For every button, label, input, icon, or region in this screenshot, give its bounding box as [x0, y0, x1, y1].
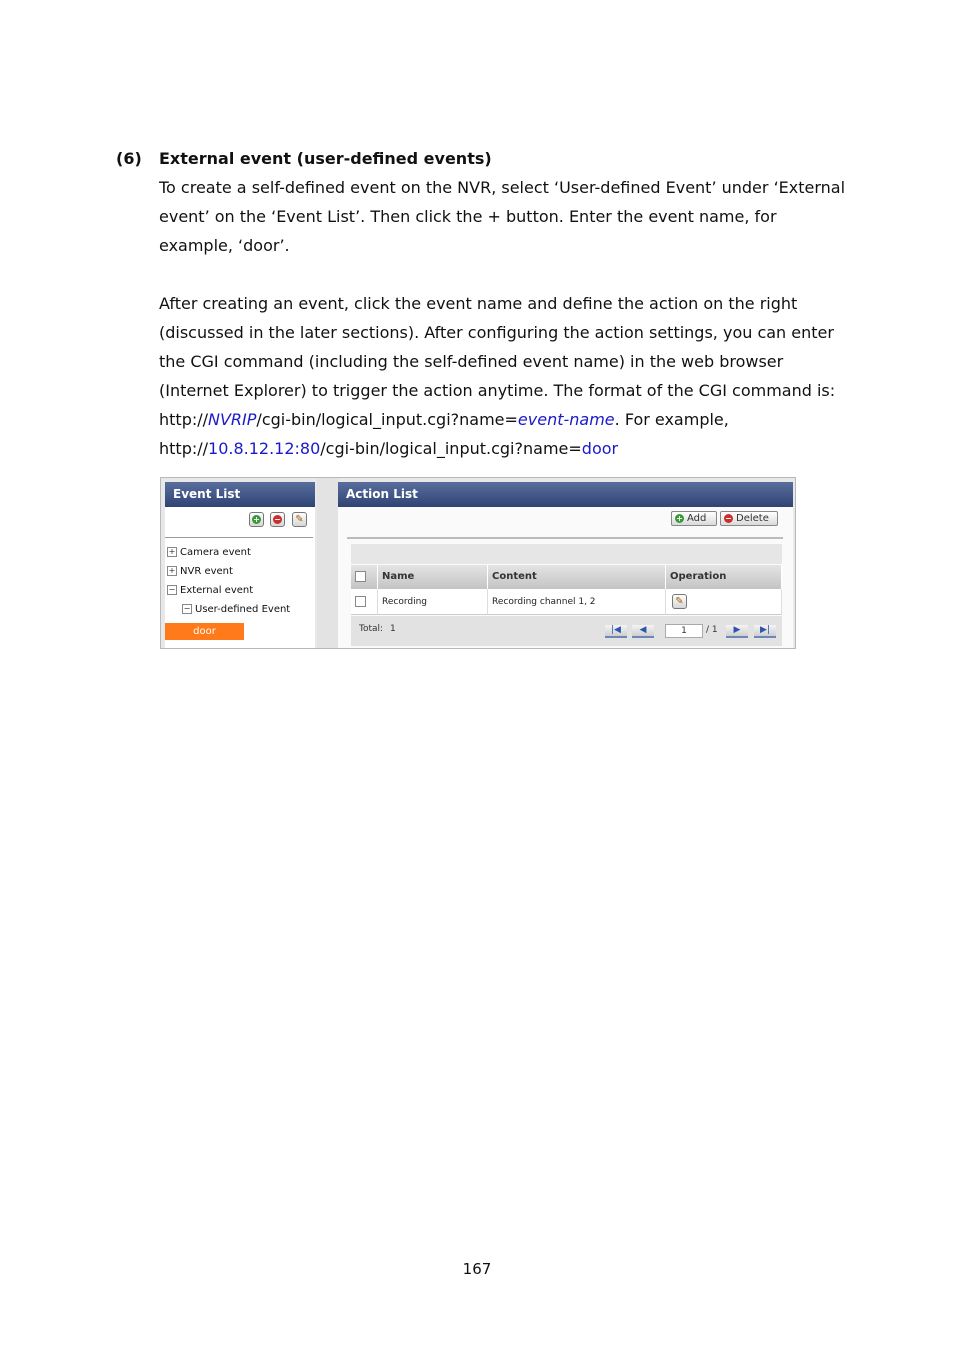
cgi-format-line — [159, 405, 859, 434]
page-total: / 1 — [706, 625, 718, 635]
grid-footer — [351, 616, 782, 646]
column-header-content[interactable]: Content — [488, 565, 666, 589]
tree-item-door[interactable]: door — [165, 623, 244, 640]
section-title: External event (user-defined events) — [159, 149, 492, 168]
next-page-icon[interactable]: ▶ — [726, 625, 748, 638]
add-event-button[interactable] — [249, 512, 264, 527]
add-label: Add — [687, 513, 707, 524]
column-header-operation[interactable]: Operation — [666, 565, 782, 589]
total-label: Total: — [359, 624, 384, 634]
tree-label: NVR event — [180, 566, 233, 577]
tree-label: Camera event — [180, 547, 251, 558]
collapse-icon[interactable]: − — [168, 585, 176, 594]
paragraph-line: example, ‘door’. — [159, 236, 290, 255]
row-checkbox[interactable] — [355, 596, 366, 607]
paragraph-line: (Internet Explorer) to trigger the action anytime. The format of the CGI command is: — [159, 381, 836, 400]
cgi-nvrip: NVRIP — [208, 410, 257, 429]
paragraph-line: (discussed in the later sections). After configuring the action settings, you can enter — [159, 323, 834, 342]
minus-icon: − — [725, 514, 732, 523]
delete-action-button[interactable] — [720, 511, 778, 526]
section-number: (6) — [116, 149, 142, 168]
grid-top-bar — [351, 544, 782, 564]
ui-screenshot — [160, 477, 796, 649]
tree-label: External event — [180, 585, 254, 596]
cgi-event-name: event-name — [517, 410, 615, 429]
prev-page-icon[interactable]: ◀ — [632, 625, 654, 638]
expand-icon[interactable]: + — [168, 547, 176, 556]
paragraph-line: the CGI command (including the self-defined event name) in the web browser — [159, 352, 784, 371]
tree-item-user-defined-event[interactable] — [182, 604, 290, 616]
cgi-example-path: /cgi-bin/logical_input.cgi?name= — [320, 439, 582, 458]
select-all-checkbox[interactable] — [355, 571, 366, 582]
collapse-icon[interactable]: − — [183, 604, 191, 613]
cgi-example-ip: 10.8.12.12:80 — [208, 439, 321, 458]
pencil-icon: ✎ — [675, 595, 684, 607]
action-list-header: Action List — [338, 482, 793, 507]
column-header-name[interactable]: Name — [378, 565, 488, 589]
cgi-example-door: door — [581, 439, 619, 458]
toolbar-divider — [347, 537, 783, 539]
expand-icon[interactable]: + — [168, 566, 176, 575]
panel-splitter[interactable] — [317, 478, 339, 648]
add-action-button[interactable] — [671, 511, 717, 526]
edit-action-button[interactable] — [672, 594, 687, 609]
paragraph-line: event’ on the ‘Event List’. Then click the + button. Enter the event name, for — [159, 207, 777, 226]
cgi-prefix: http:// — [159, 410, 209, 429]
tree-item-external-event[interactable] — [167, 585, 253, 597]
event-list-header: Event List — [165, 482, 315, 507]
tree-label: User-defined Event — [195, 604, 291, 615]
last-page-icon[interactable]: ▶| — [754, 625, 776, 638]
toolbar-divider — [165, 537, 313, 538]
row-content: Recording channel 1, 2 — [488, 589, 666, 615]
edit-event-button[interactable] — [292, 512, 307, 527]
delete-event-button[interactable] — [270, 512, 285, 527]
plus-icon: + — [676, 514, 683, 523]
paragraph-2 — [159, 289, 859, 463]
plus-icon: + — [253, 514, 260, 524]
cgi-suffix: . For example, — [614, 410, 729, 429]
row-name: Recording — [378, 589, 488, 615]
paragraph-line: After creating an event, click the event name and define the action on the right — [159, 294, 798, 313]
row-operation — [666, 589, 782, 615]
tree-item-nvr-event[interactable] — [167, 566, 233, 578]
paragraph-1 — [159, 173, 859, 260]
page-number: 167 — [462, 1260, 492, 1278]
minus-icon: − — [274, 514, 281, 524]
section-heading — [116, 149, 492, 168]
cgi-example-line — [159, 434, 859, 463]
select-all-header[interactable] — [351, 565, 378, 589]
cgi-path: /cgi-bin/logical_input.cgi?name= — [256, 410, 518, 429]
cgi-example-prefix: http:// — [159, 439, 209, 458]
pencil-icon: ✎ — [295, 513, 304, 525]
delete-label: Delete — [736, 513, 769, 524]
tree-item-camera-event[interactable] — [167, 547, 251, 559]
first-page-icon[interactable]: |◀ — [605, 625, 627, 638]
page-number-input[interactable]: 1 — [665, 624, 703, 638]
action-list-panel — [338, 482, 793, 648]
total-value: 1 — [390, 624, 396, 634]
event-list-panel — [165, 482, 315, 648]
paragraph-line: To create a self-defined event on the NVR, select ‘User-defined Event’ under ‘External — [159, 178, 846, 197]
row-select-cell[interactable] — [351, 589, 378, 615]
